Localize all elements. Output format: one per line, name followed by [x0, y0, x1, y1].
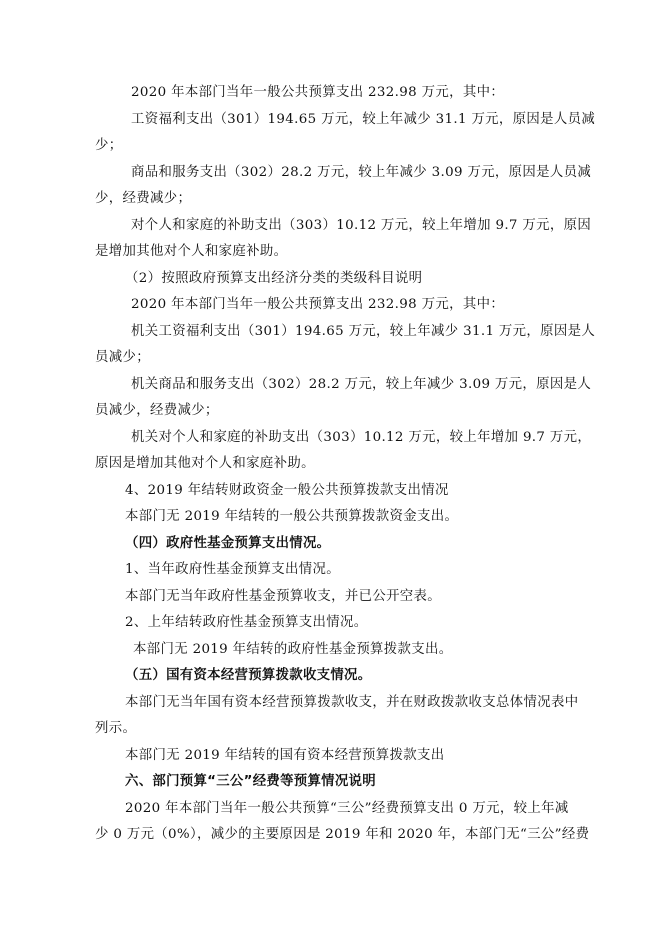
text-line: 商品和服务支出（302）28.2 万元，较上年减少 3.09 万元，原因是人员减	[131, 165, 592, 180]
text-line: 2020 年本部门当年一般公共预算“三公”经费预算支出 0 万元，较上年减	[125, 801, 569, 816]
text-line: 对个人和家庭的补助支出（303）10.12 万元，较上年增加 9.7 万元，原因	[131, 218, 592, 233]
subheading: 4、2019 年结转财政资金一般公共预算拨款支出情况	[125, 483, 449, 498]
text-line: 本部门无 2019 年结转的一般公共预算拨款资金支出。	[125, 509, 459, 524]
section-heading: 六、部门预算“三公”经费等预算情况说明	[125, 774, 376, 789]
text-line: 本部门无 2019 年结转的国有资本经营预算拨款支出	[125, 748, 445, 763]
section-heading: （四）政府性基金预算支出情况。	[125, 536, 331, 551]
text-line: 机关工资福利支出（301）194.65 万元，较上年减少 31.1 万元，原因是人	[131, 324, 596, 339]
text-line: 本部门无当年政府性基金预算收支，并已公开空表。	[125, 589, 442, 604]
text-line: 列示。	[95, 721, 137, 736]
text-line: 员减少，经费减少；	[95, 403, 219, 418]
text-line: 少，经费减少；	[95, 191, 192, 206]
subheading: 1、当年政府性基金预算支出情况。	[125, 562, 340, 577]
text-line: 工资福利支出（301）194.65 万元，较上年减少 31.1 万元，原因是人员减	[131, 112, 596, 127]
text-line: 少 0 万元（0%），减少的主要原因是 2019 年和 2020 年，本部门无“三公”经费	[95, 827, 590, 842]
text-line: 原因是增加其他对个人和家庭补助。	[95, 456, 315, 471]
text-line: 机关对个人和家庭的补助支出（303）10.12 万元，较上年增加 9.7 万元，	[131, 430, 592, 445]
text-line: 本部门无 2019 年结转的政府性基金预算拨款支出。	[133, 642, 453, 657]
text-line: 是增加其他对个人和家庭补助。	[95, 244, 288, 259]
subheading: （2）按照政府预算支出经济分类的类级科目说明	[125, 271, 423, 286]
text-line: 员减少；	[95, 350, 150, 365]
text-line: 机关商品和服务支出（302）28.2 万元，较上年减少 3.09 万元，原因是人	[131, 377, 592, 392]
text-line: 少；	[95, 138, 123, 153]
section-heading: （五）国有资本经营预算拨款收支情况。	[125, 668, 372, 683]
subheading: 2、上年结转政府性基金预算支出情况。	[125, 615, 368, 630]
text-line: 本部门无当年国有资本经营预算拨款收支，并在财政拨款收支总体情况表中	[125, 695, 579, 710]
text-line: 2020 年本部门当年一般公共预算支出 232.98 万元，其中：	[131, 297, 505, 312]
text-line: 2020 年本部门当年一般公共预算支出 232.98 万元，其中：	[131, 85, 505, 100]
